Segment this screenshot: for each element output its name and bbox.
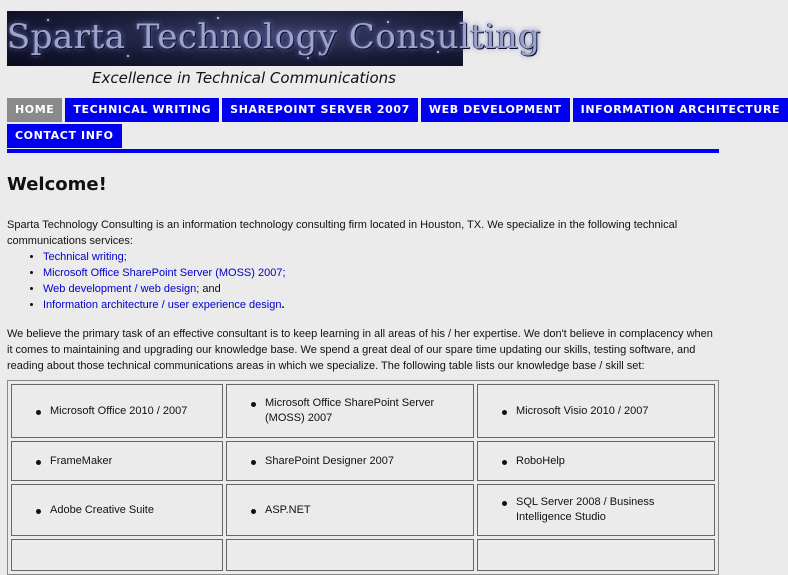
table-cell <box>477 384 715 438</box>
service-link-web-development[interactable]: Web development / web design <box>43 283 197 295</box>
table-row <box>11 539 715 571</box>
main-content <box>7 217 719 374</box>
skill-label: RoboHelp <box>516 454 565 467</box>
intro-paragraph: Sparta Technology Consulting is an information technology consulting firm located in Houston, TX. We specialize in the following technical communications services: <box>7 219 678 247</box>
bullet-icon <box>502 410 507 415</box>
skills-table <box>7 380 719 575</box>
table-cell <box>226 384 474 438</box>
nav-contact-info[interactable]: CONTACT INFO <box>7 124 122 148</box>
bullet-icon <box>251 509 256 514</box>
nav-row <box>7 124 719 148</box>
bullet-icon <box>502 460 507 465</box>
site-tagline: Excellence in Technical Communications <box>92 69 396 87</box>
logo-star <box>307 57 309 59</box>
table-cell <box>11 484 223 536</box>
skill-label: SharePoint Designer 2007 <box>265 454 395 467</box>
table-cell <box>226 484 474 536</box>
skill-label: Microsoft Office SharePoint Server (MOSS) 2007 <box>265 397 435 424</box>
table-row <box>11 484 715 536</box>
list-item <box>43 281 719 297</box>
bullet-icon <box>36 509 41 514</box>
main-navigation <box>7 98 781 150</box>
bullet-icon <box>251 460 256 465</box>
body-paragraph: We believe the primary task of an effective consultant is to keep learning in all areas of his / her expertise. We don't believe in complacency when it comes to maintaining and upgrading our knowledge base. We spend a great deal of our spare time updating our skills, testing software, and reading about those technical communications areas in which we specialize. The following table lists our knowledge base / skill set: <box>7 328 713 372</box>
nav-divider <box>7 149 719 153</box>
bullet-icon <box>251 402 256 407</box>
table-cell <box>226 539 474 571</box>
list-item <box>43 249 719 265</box>
table-cell <box>226 441 474 481</box>
list-item <box>43 265 719 281</box>
skill-label: ASP.NET <box>265 503 311 516</box>
table-row <box>11 441 715 481</box>
table-cell <box>11 539 223 571</box>
table-cell <box>11 441 223 481</box>
nav-web-development[interactable]: WEB DEVELOPMENT <box>421 98 570 122</box>
table-cell <box>11 384 223 438</box>
skill-label: FrameMaker <box>50 454 113 467</box>
nav-information-architecture[interactable]: INFORMATION ARCHITECTURE <box>573 98 788 122</box>
skill-label: Microsoft Visio 2010 / 2007 <box>516 404 649 417</box>
bullet-icon <box>502 501 507 506</box>
skill-label: Microsoft Office 2010 / 2007 <box>50 404 188 417</box>
table-row <box>11 384 715 438</box>
nav-home[interactable]: HOME <box>7 98 62 122</box>
skill-label: SQL Server 2008 / Business Intelligence Studio <box>516 496 655 523</box>
site-logo[interactable] <box>7 11 541 66</box>
services-list <box>7 249 719 313</box>
service-link-information-architecture[interactable]: Information architecture / user experience design <box>43 299 282 311</box>
list-item <box>43 297 719 313</box>
bullet-icon <box>36 460 41 465</box>
skill-label: Adobe Creative Suite <box>50 503 154 516</box>
table-cell <box>477 484 715 536</box>
bullet-icon <box>36 410 41 415</box>
service-link-moss[interactable]: Microsoft Office SharePoint Server (MOSS) 2007; <box>43 267 286 279</box>
nav-technical-writing[interactable]: TECHNICAL WRITING <box>65 98 219 122</box>
list-item-suffix: ; and <box>196 283 221 295</box>
table-cell <box>477 441 715 481</box>
logo-text: Sparta Technology Consulting <box>7 17 541 57</box>
list-item-suffix: . <box>281 299 285 311</box>
nav-sharepoint-server[interactable]: SHAREPOINT SERVER 2007 <box>222 98 418 122</box>
page-title: Welcome! <box>7 174 107 195</box>
service-link-technical-writing[interactable]: Technical writing; <box>43 251 127 263</box>
nav-row <box>7 98 781 122</box>
table-cell <box>477 539 715 571</box>
